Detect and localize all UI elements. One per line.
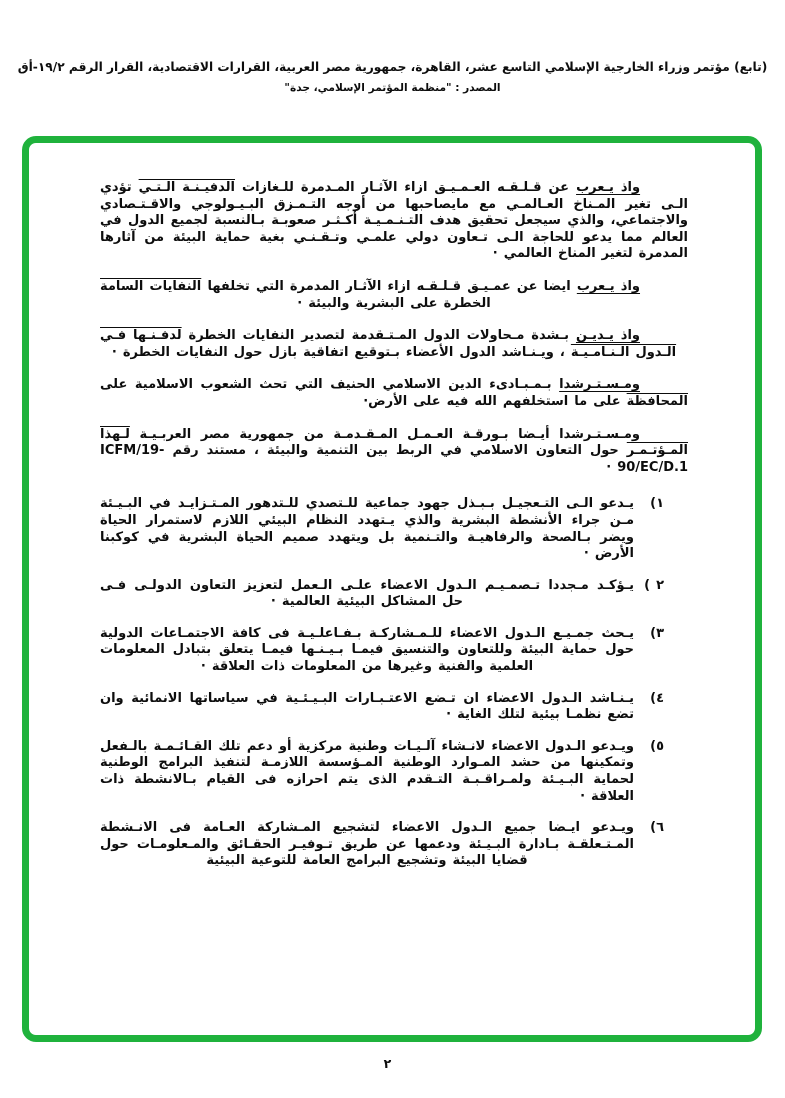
item-number: ٤) xyxy=(650,690,664,706)
paragraph-text: بـشدة مـحاولات الدول المـتـقدمة لتصدير النفايات الخطرة xyxy=(188,328,570,344)
paragraph-text: ايضا عن عمـيـق قـلـقـه ازاء الآثـار المدمرة التي تخلفها xyxy=(207,278,571,294)
header-title: (تابع) مؤتمر وزراء الخارجية الإسلامي التاسع عشر، القاهرة، جمهورية مصر العربية، القرارات الاقتصادية، القرار الرقم ١٩/٢-أق xyxy=(17,60,768,74)
preamble-paragraph xyxy=(100,377,688,410)
underlined-lead: واذ يـعرب xyxy=(576,180,641,195)
underlined-lead: ومـسـتـرشدا xyxy=(559,377,640,393)
overlined-phrase: المحافظة xyxy=(626,393,688,409)
numbered-item xyxy=(100,739,664,805)
page-number: ٢ xyxy=(383,1056,392,1071)
preamble-paragraph xyxy=(100,180,688,263)
document-body xyxy=(100,180,688,870)
paragraph-text: بـمـبـادىء الدين الاسلامي الحنيف التي تحث الشعوب الاسلامية على xyxy=(100,377,552,393)
underlined-lead: واذ يـعرب xyxy=(576,278,641,294)
item-text: ويـدعو ايـضا جميع الـدول الاعضاء لتشجيع المـشاركة العـامة فى الانـشطة المـتـعلقـة بـادارة البـيـئة ودعمها عن طريق تـوفيـر الحقـائق والمـعلومـات حول قضايا البيئة وتشجيع البرامج العامة للتوعية البيئية xyxy=(100,820,634,869)
numbered-item xyxy=(100,496,664,562)
preamble-paragraph xyxy=(100,427,688,477)
preamble-paragraph xyxy=(100,279,688,312)
item-text: يـؤكـد مـجددا تـصمـيـم الـدول الاعضاء علـى الـعمل لتعزيز التعاون الدولـى فـى حل المشاكل البيئية العالمية · xyxy=(100,577,634,610)
numbered-item xyxy=(100,691,664,724)
overlined-phrase: النفايات السامة xyxy=(100,278,202,294)
underlined-lead: واذ يـديـن xyxy=(575,328,640,344)
overlined-phrase: الدفيـنـة الـتـي xyxy=(138,180,236,195)
document-header xyxy=(0,60,785,94)
item-number: ٢ ) xyxy=(644,577,664,593)
numbered-item xyxy=(100,578,664,611)
paragraph-text: على ما استخلفهم الله فيه على الأرض· xyxy=(363,393,621,409)
paragraph-text: عن قـلـقـه العـمـيـق ازاء الآثـار المـدمرة للـغازات xyxy=(242,180,570,195)
paragraph-text: ومـسـتـرشدا أيـضا بـورقـة العـمـل المـقـدمـة من جمهورية مصر العربـيـة xyxy=(139,426,640,442)
paragraph-text: حول التعاون الاسلامي في الربط بين التنمية والبيئة ، مستند رقم ICFM/19-90/EC/D.1 · xyxy=(100,443,688,475)
header-source: المصدر : "منظمة المؤتمر الإسلامي، جدة" xyxy=(284,82,501,94)
item-text: يـدعو الـى التـعجيـل بـبـذل جهود جماعية للـتصدي للـتدهور المـتـزايـد في البـيـئة مـن جراء الأنشطة البشرية والذي يـتهدد النظام البيئي اللازم لاستمرار الحياة ويضر بـالصحة والرفاهيـة والتـنمية بل ويتهدد صميم الحياة البشرية في كوكبنا الأرض · xyxy=(100,496,634,562)
preamble-paragraph xyxy=(100,328,688,361)
paragraph-text: الخطرة على البشرية والبيئة · xyxy=(297,295,491,311)
item-number: ١) xyxy=(650,496,664,512)
paragraph-text: تؤدي الـى تغير المـناخ العـالمـي مع مايصاحبها من أوجه التـمـزق البـيـولوجي والاقـتـصادي والاجتماعي، والذي سيجعل تحقيق هدف التـنـمـيـة أكـثـر صعوبـة بـالنسبة لجميع الدول في العالم مما يدعو للحاجة الـى تـعاون دولي علمـي وتـقـنـي بغية حماية البيئة من آثارها المدمرة لتغير المناخ العالمي · xyxy=(100,180,688,262)
item-number: ٦) xyxy=(650,820,664,836)
item-text: يـحث جمـيـع الـدول الاعضاء للـمـشاركـة بـفـاعلـيـة فى كافة الاجتمـاعات الدولية حول حماية البيئة وللتعاون والتنسيق فيمـا بـيـنـها فيمـا يتعلق بتبادل المعلومات العلمية والفنية وغيرها من المعلومات ذات العلاقة · xyxy=(100,625,634,675)
overlined-phrase: لدفـنـها فـي الـدول الـنـامـيـة xyxy=(100,328,677,360)
overlined-phrase: لـهذا المـؤتـمـر xyxy=(100,426,688,459)
green-border-frame xyxy=(22,136,762,1042)
paragraph-text: ، ويـنـاشد الدول الأعضاء بـتوقيع اتفاقية بازل حول النفايات الخطرة · xyxy=(111,344,565,360)
numbered-item xyxy=(100,626,664,676)
numbered-item xyxy=(100,820,664,870)
item-text: يـنـاشد الـدول الاعضاء ان تـضع الاعتـبـارات البـيـئـية في سياساتها الانمائية وان تضع نظمـا بيئية لتلك الغاية · xyxy=(100,690,634,723)
item-number: ٥) xyxy=(650,738,664,754)
item-text: ويـدعو الـدول الاعضاء لانـشاء آلـيـات وطنية مركزية أو دعم تلك القـائـمـة بالـفعل وتمكينها من حشد المـوارد الوطنية المـؤسسة اللازمـة لتنفيذ البرامج الوطنية لحماية البـيـئة ولمـراقـبـة التـقدم الذى يتم احرازه فى القيام بـالانشطة ذات العلاقة · xyxy=(100,738,634,804)
item-number: ٣) xyxy=(650,625,664,641)
numbered-clauses xyxy=(100,496,688,870)
